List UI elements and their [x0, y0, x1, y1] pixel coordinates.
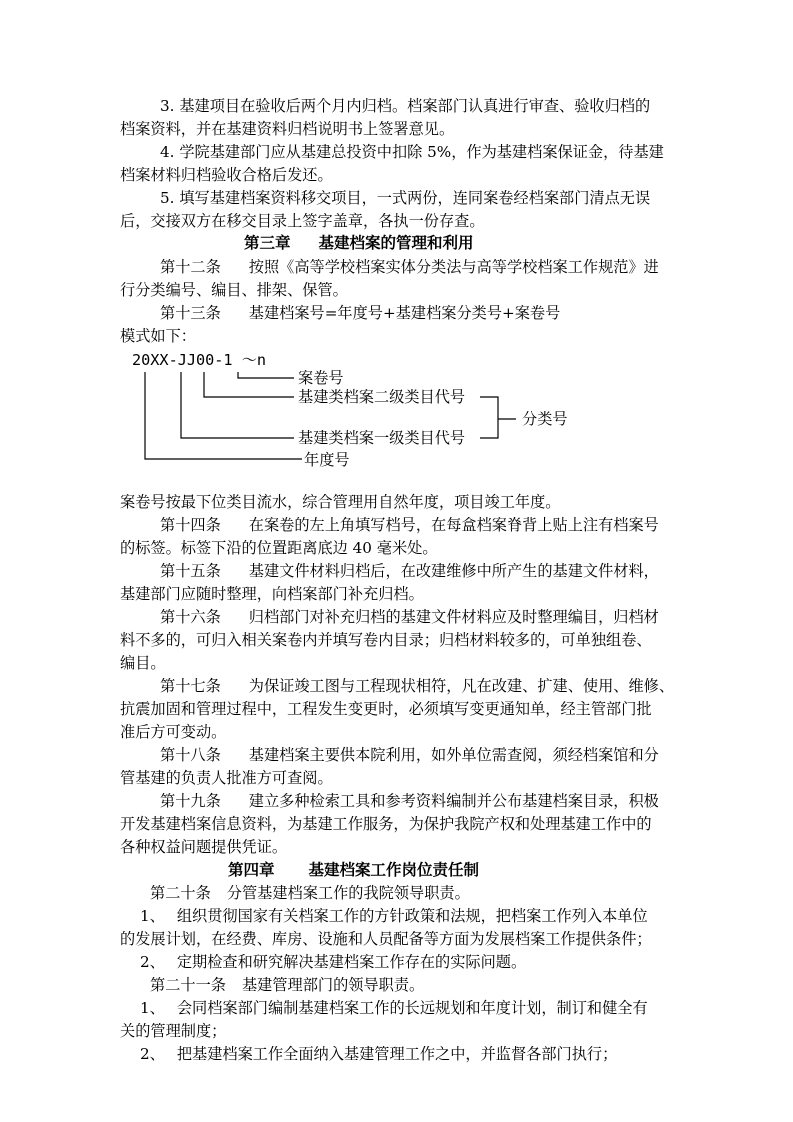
label-first-level: 基建类档案一级类目代号	[298, 429, 466, 447]
article-text: 建立多种检索工具和参考资料编制并公布基建档案目录，积极	[248, 792, 659, 810]
label-class: 分类号	[522, 410, 568, 428]
article-line	[160, 560, 659, 582]
article-label: 第十四条	[160, 516, 221, 534]
list-number: 1、	[140, 999, 165, 1017]
bracket-year	[145, 372, 302, 459]
chapter-title: 基建档案的管理和利用	[318, 234, 474, 252]
chapter-heading	[228, 859, 479, 881]
list-item	[140, 997, 648, 1019]
article-line: 各种权益问题提供凭证。	[120, 838, 288, 856]
article-line	[150, 882, 470, 904]
article-line: 准后方可变动。	[120, 723, 227, 741]
article-line: 的标签。标签下沿的位置距离底边 40 毫米处。	[120, 539, 438, 557]
list-number: 2、	[140, 953, 165, 971]
article-text: 在案卷的左上角填写档号，在每盒档案脊背上贴上注有档案号	[248, 516, 659, 534]
bracket-volume	[238, 372, 294, 378]
bracket-first	[181, 372, 294, 438]
chapter-number: 第四章	[228, 861, 275, 879]
list-item	[140, 1043, 617, 1065]
paragraph-line: 档案资料，并在基建资料归档说明书上签署意见。	[120, 120, 455, 138]
article-text: 基建管理部门的领导职责。	[241, 976, 425, 994]
article-line: 抗震加固和管理过程中，工程发生变更时，必须填写变更通知单，经主管部门批	[120, 700, 652, 718]
paragraph-line: 档案材料归档验收合格后发还。	[120, 166, 333, 184]
article-label: 第十六条	[160, 608, 221, 626]
article-line	[160, 675, 674, 697]
article-line: 开发基建档案信息资料，为基建工作服务，为保护我院产权和处理基建工作中的	[120, 815, 652, 833]
article-label: 第十五条	[160, 562, 221, 580]
article-line: 料不多的，可归入相关案卷内并填写卷内目录；归档材料较多的，可单独组卷、	[120, 631, 652, 649]
article-line	[160, 790, 659, 812]
article-line: 编目。	[120, 654, 166, 672]
article-text: 归档部门对补充归档的基建文件材料应及时整理编目，归档材	[248, 608, 659, 626]
article-label: 第十九条	[160, 792, 221, 810]
list-text: 会同档案部门编制基建档案工作的长远规划和年度计划，制订和健全有	[176, 999, 648, 1017]
article-label: 第十二条	[160, 258, 221, 276]
article-label: 第二十一条	[150, 976, 226, 994]
archive-code: 20XX-JJ00-1 ～n	[132, 351, 267, 369]
article-label: 第十三条	[160, 304, 221, 322]
article-line: 基建部门应随时整理，向档案部门补充归档。	[120, 585, 424, 603]
paragraph-line: 5. 填写基建档案资料移交项目，一式两份，连同案卷经档案部门清点无误	[160, 189, 651, 207]
list-text: 把基建档案工作全面纳入基建管理工作之中，并监督各部门执行；	[176, 1045, 618, 1063]
list-text: 组织贯彻国家有关档案工作的方针政策和法规，把档案工作列入本单位	[176, 907, 648, 925]
label-volume: 案卷号	[298, 369, 344, 387]
list-item	[140, 905, 648, 927]
article-label: 第二十条	[150, 884, 211, 902]
paragraph-line: 3. 基建项目在验收后两个月内归档。档案部门认真进行审查、验收归档的	[160, 97, 651, 115]
article-line: 管基建的负责人批准方可查阅。	[120, 769, 333, 787]
article-text: 为保证竣工图与工程现状相符，凡在改建、扩建、使用、维修、	[248, 677, 674, 695]
paragraph-line: 案卷号按最下位类目流水，综合管理用自然年度，项目竣工年度。	[120, 493, 561, 511]
bracket-class	[480, 397, 498, 438]
paragraph-line: 后，交接双方在移交目录上签字盖章，各执一份存查。	[120, 212, 485, 230]
article-line: 模式如下：	[120, 327, 196, 345]
article-line	[160, 744, 659, 766]
article-line	[160, 514, 659, 536]
list-item-continued: 关的管理制度；	[120, 1022, 227, 1040]
bracket-second	[204, 372, 294, 397]
article-text: 按照《高等学校档案实体分类法与高等学校档案工作规范》进	[248, 258, 659, 276]
article-label: 第十八条	[160, 746, 221, 764]
label-second-level: 基建类档案二级类目代号	[298, 388, 466, 406]
list-number: 2、	[140, 1045, 165, 1063]
list-number: 1、	[140, 907, 165, 925]
article-text: 基建档案号=年度号+基建档案分类号+案卷号	[248, 304, 561, 322]
list-item-continued: 的发展计划，在经费、库房、设施和人员配备等方面为发展档案工作提供条件；	[120, 930, 652, 948]
article-line	[150, 974, 424, 996]
label-year: 年度号	[304, 451, 350, 469]
list-item	[140, 951, 526, 973]
article-line: 行分类编号、编目、排架、保管。	[120, 281, 348, 299]
article-text: 分管基建档案工作的我院领导职责。	[226, 884, 470, 902]
article-text: 基建文件材料归档后，在改建维修中所产生的基建文件材料，	[248, 562, 659, 580]
chapter-title: 基建档案工作岗位责任制	[308, 861, 480, 879]
article-text: 基建档案主要供本院利用，如外单位需查阅，须经档案馆和分	[248, 746, 659, 764]
article-line	[160, 606, 659, 628]
list-text: 定期检查和研究解决基建档案工作存在的实际问题。	[176, 953, 527, 971]
chapter-number: 第三章	[244, 234, 291, 252]
paragraph-line: 4. 学院基建部门应从基建总投资中扣除 5%，作为基建档案保证金，待基建	[160, 143, 664, 161]
article-label: 第十七条	[160, 677, 221, 695]
